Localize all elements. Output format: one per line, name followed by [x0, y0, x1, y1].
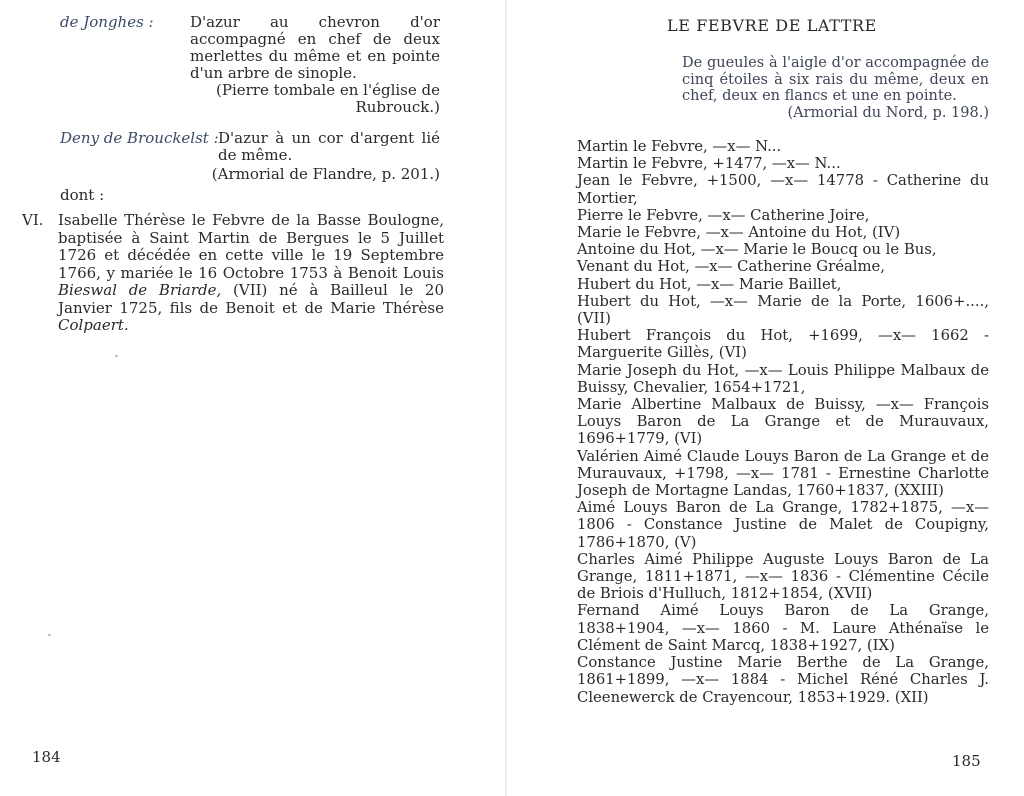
entry-blazon-text: D'azur à un cor d'argent lié de même.	[218, 129, 440, 164]
page-number: 184	[32, 748, 61, 766]
lineage-entry: Aimé Louys Baron de La Grange, 1782+1875, —x— 1806 - Constance Justine de Malet de Coupigny, 1786+1870, (V)	[577, 499, 989, 551]
lineage-entry: Martin le Febvre, +1477, —x— N...	[577, 155, 841, 173]
entry-blazon	[190, 14, 440, 116]
entry-label: de Jonghes :	[60, 13, 154, 31]
lineage-entry: Venant du Hot, —x— Catherine Gréalme,	[577, 258, 885, 276]
arms-blazon: De gueules à l'aigle d'or accompagnée de cinq étoiles à six rais du même, deux en chef, deux en flancs et une en pointe.	[682, 55, 989, 104]
lineage-entry: Marie Joseph du Hot, —x— Louis Philippe Malbaux de Buissy, Chevalier, 1654+1721,	[577, 361, 989, 396]
mother-surname: Colpaert.	[58, 316, 129, 334]
paragraph-body	[58, 212, 444, 335]
lineage-entry: Hubert du Hot, —x— Marie Baillet,	[577, 275, 842, 293]
lineage-entry: Martin le Febvre, —x— N...	[577, 138, 782, 155]
right-page	[507, 0, 1024, 796]
lineage-entry: Marie Albertine Malbaux de Buissy, —x— François Louys Baron de La Grange et de Murauvaux, 1696+1779, (VI)	[577, 396, 989, 448]
lineage-entry: Valérien Aimé Claude Louys Baron de La Grange et de Murauvaux, +1798, —x— 1781 - Ernestine Charlotte Joseph de Mortagne Landas, 1760+1837, (XXIII)	[577, 447, 989, 500]
entry-blazon	[218, 130, 440, 164]
lineage-entry: Antoine du Hot, —x— Marie le Boucq ou le Bus,	[577, 241, 937, 259]
spouse-name: Bieswal de Briarde,	[58, 281, 222, 299]
coat-of-arms-description	[682, 55, 989, 121]
lineage-list	[577, 138, 989, 706]
lineage-entry: Charles Aimé Philippe Auguste Louys Baron de La Grange, 1811+1871, —x— 1836 - Clémentine Cécile de Briois d'Hulluch, 1812+1854, (XVII)	[577, 550, 989, 603]
paragraph-text-2: (VII) né à Bailleul le 20 Janvier 1725, fils de Benoit et de Marie Thérèse	[58, 281, 445, 317]
entry-label: Deny de Brouckelst :	[60, 129, 219, 147]
paper-speck	[115, 355, 118, 357]
entry-blazon-text: D'azur au chevron d'or accompagné en chef de deux merlettes du même et en pointe d'un arbre de sinople.	[190, 13, 440, 82]
entry-source: (Pierre tombale en l'église de Rubrouck.)	[216, 81, 440, 116]
left-page	[0, 0, 505, 796]
paper-speck	[48, 634, 51, 636]
lineage-entry: Pierre le Febvre, —x— Catherine Joire,	[577, 206, 870, 224]
lineage-entry: Constance Justine Marie Berthe de La Grange, 1861+1899, —x— 1884 - Michel Réné Charles J. Cleenewerck de Crayencour, 1853+1929. (XII)	[577, 654, 989, 706]
lineage-entry: Hubert François du Hot, +1699, —x— 1662 - Marguerite Gillès, (VI)	[577, 327, 989, 362]
lineage-entry: Fernand Aimé Louys Baron de La Grange, 1838+1904, —x— 1860 - M. Laure Athénaïse le Clément de Saint Marcq, 1838+1927, (IX)	[577, 602, 989, 654]
section-title: LE FEBVRE DE LATTRE	[667, 16, 877, 35]
heraldry-entry-deny-de-brouckelst	[60, 130, 460, 185]
paragraph-text-1: Isabelle Thérèse le Febvre de la Basse Boulogne, baptisée à Saint Martin de Bergues le 5 Juillet 1726 et décédée en cette ville le 19 Septembre 1766, y mariée le 16 Octobre 1753 à Benoit Louis	[58, 211, 444, 282]
arms-source: (Armorial du Nord, p. 198.)	[787, 104, 989, 121]
generation-number: VI.	[22, 211, 44, 229]
lineage-entry: Marie le Febvre, —x— Antoine du Hot, (IV)	[577, 224, 901, 242]
lineage-entry: Hubert du Hot, —x— Marie de la Porte, 1606+...., (VII)	[577, 292, 989, 328]
connector-text: dont :	[60, 186, 105, 204]
page-number: 185	[952, 752, 981, 770]
lineage-entry: Jean le Febvre, +1500, —x— 14778 - Catherine du Mortier,	[577, 172, 989, 207]
heraldry-entry-de-jonghes	[60, 14, 460, 124]
entry-source: (Armorial de Flandre, p. 201.)	[211, 165, 440, 183]
